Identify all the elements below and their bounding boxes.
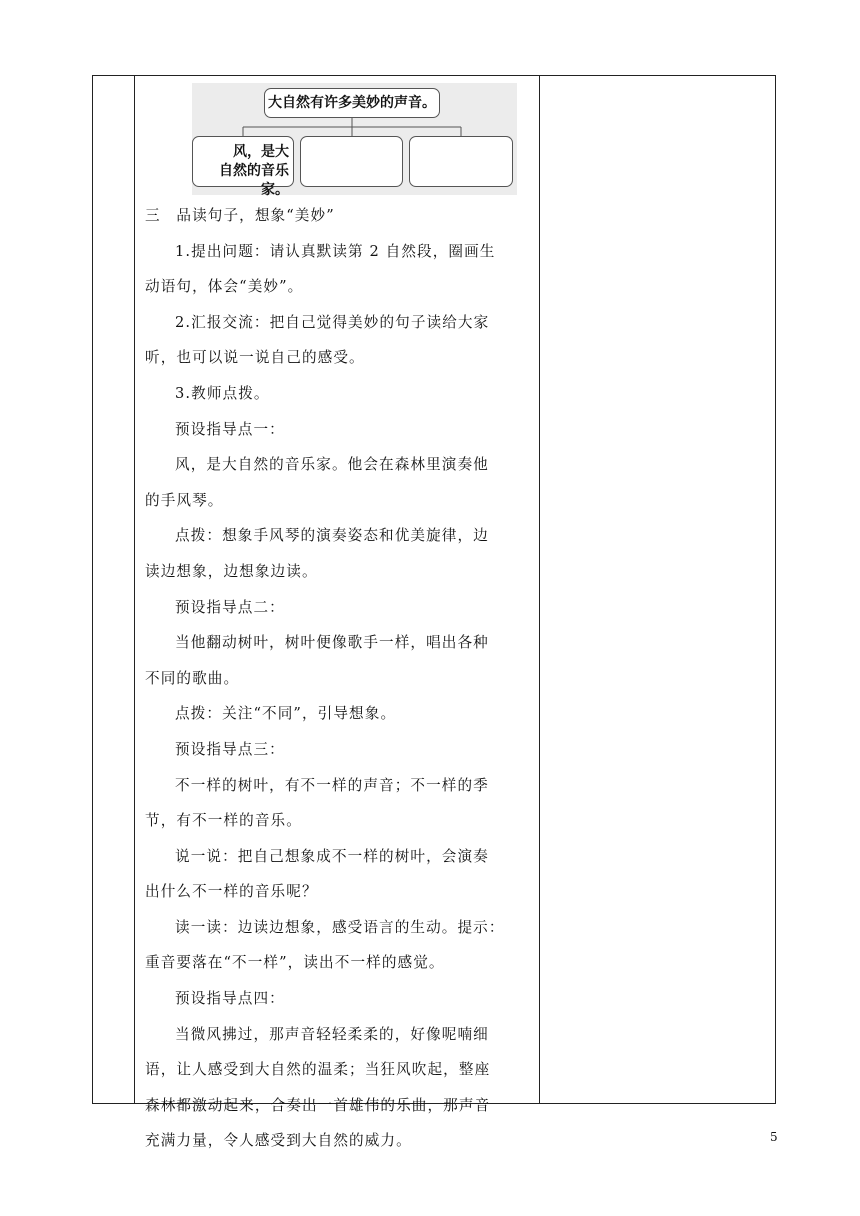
text-line: 3.教师点拨。 bbox=[175, 384, 270, 402]
text-line: 语，让人感受到大自然的温柔；当狂风吹起，整座 bbox=[145, 1061, 491, 1079]
text-line: 不一样的树叶，有不一样的声音；不一样的季 bbox=[175, 776, 489, 794]
diagram-child-box-empty bbox=[300, 136, 403, 187]
text-line: 的手风琴。 bbox=[145, 491, 224, 509]
text-line: 读边想象，边想象边读。 bbox=[145, 562, 318, 580]
text-line: 动语句，体会“美妙”。 bbox=[145, 278, 304, 296]
page-number: 5 bbox=[770, 1130, 778, 1144]
text-line: 森林都激动起来，合奏出一首雄伟的乐曲，那声音 bbox=[145, 1096, 491, 1114]
text-line: 节，有不一样的音乐。 bbox=[145, 812, 302, 830]
text-line: 点拨：关注“不同”，引导想象。 bbox=[175, 705, 397, 723]
text-line: 当他翻动树叶，树叶便像歌手一样，唱出各种 bbox=[175, 634, 489, 652]
text-line: 重音要落在“不一样”，读出不一样的感觉。 bbox=[145, 954, 445, 972]
text-line: 充满力量，令人感受到大自然的威力。 bbox=[145, 1132, 412, 1150]
mind-map-diagram bbox=[192, 83, 517, 198]
text-line: 预设指导点四： bbox=[175, 990, 285, 1008]
text-line: 预设指导点三： bbox=[175, 740, 285, 758]
text-line: 风，是大自然的音乐家。他会在森林里演奏他 bbox=[175, 456, 489, 474]
lesson-text bbox=[145, 198, 533, 1159]
text-line: 预设指导点一： bbox=[175, 420, 285, 438]
text-line: 听，也可以说一说自己的感受。 bbox=[145, 349, 365, 367]
text-line: 出什么不一样的音乐呢？ bbox=[145, 883, 318, 901]
text-line: 点拨：想象手风琴的演奏姿态和优美旋律，边 bbox=[175, 527, 489, 545]
diagram-child-box-empty bbox=[409, 136, 513, 187]
child-box-line-1: 风，是大 bbox=[233, 144, 289, 160]
text-line: 预设指导点二： bbox=[175, 598, 285, 616]
diagram-child-box-wind bbox=[192, 136, 294, 198]
text-line: 三 品读句子，想象“美妙” bbox=[145, 207, 335, 224]
child-box-line-2: 自然的音乐家。 bbox=[219, 163, 289, 198]
text-line: 1.提出问题：请认真默读第 2 自然段，圈画生 bbox=[175, 242, 496, 260]
text-line: 说一说：把自己想象成不一样的树叶，会演奏 bbox=[175, 847, 489, 865]
text-line: 读一读：边读边想象，感受语言的生动。提示： bbox=[175, 918, 505, 936]
text-line: 当微风拂过，那声音轻轻柔柔的，好像呢喃细 bbox=[175, 1025, 489, 1043]
text-line: 2.汇报交流：把自己觉得美妙的句子读给大家 bbox=[175, 313, 490, 331]
column-divider-left bbox=[134, 76, 135, 1103]
text-line: 不同的歌曲。 bbox=[145, 669, 240, 687]
lesson-table bbox=[92, 75, 776, 1150]
content-column bbox=[136, 76, 540, 1150]
diagram-root-box: 大自然有许多美妙的声音。 bbox=[264, 88, 440, 118]
